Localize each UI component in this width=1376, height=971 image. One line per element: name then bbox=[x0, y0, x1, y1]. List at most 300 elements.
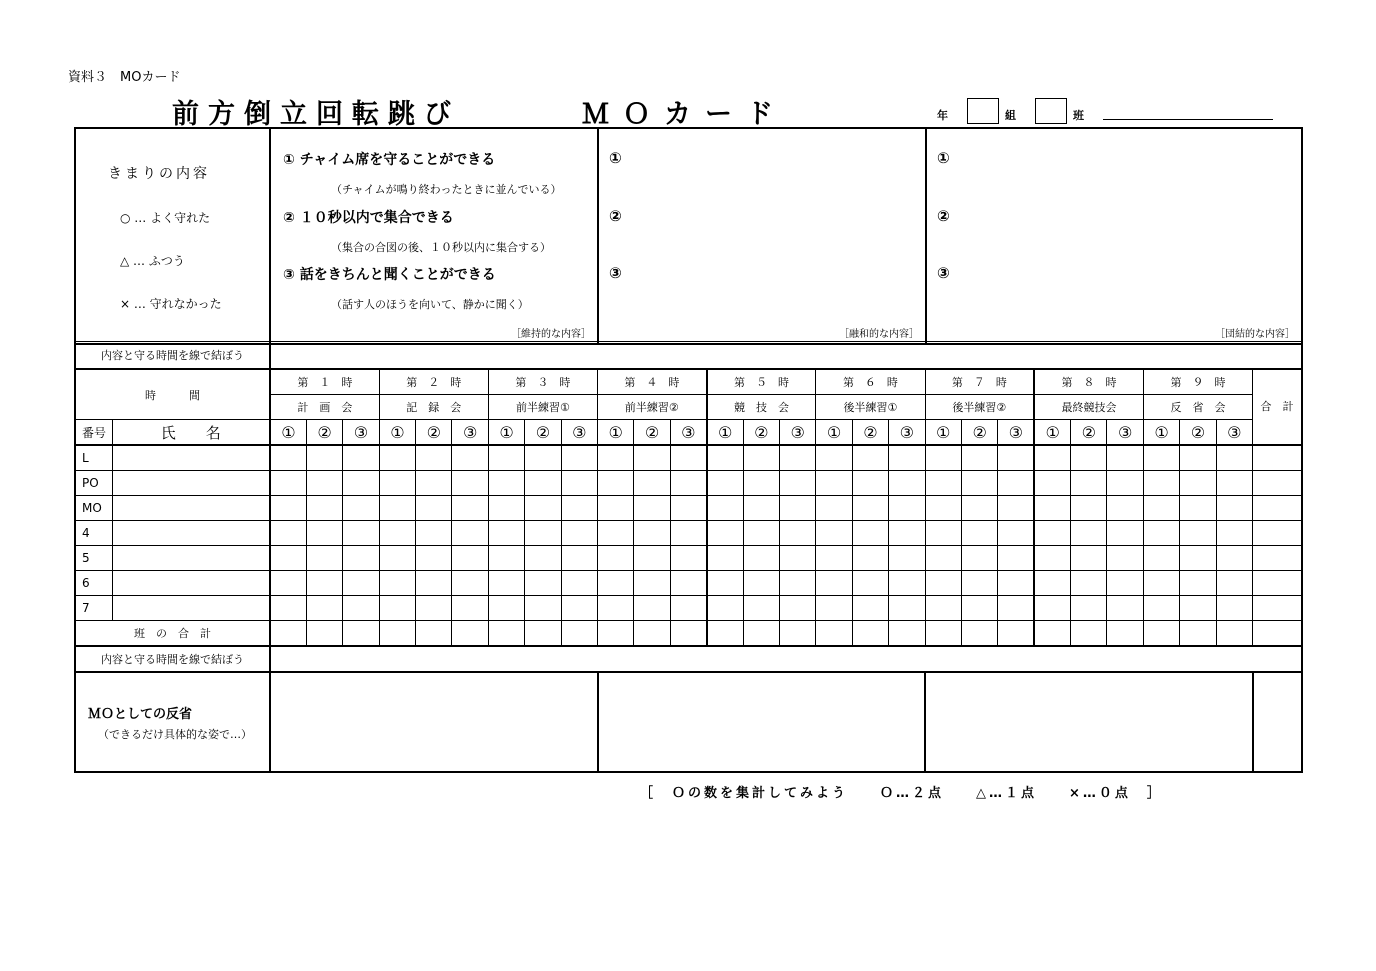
score-cell[interactable] bbox=[670, 496, 706, 521]
group-total-cell[interactable] bbox=[525, 621, 561, 647]
group-total-cell[interactable] bbox=[1071, 621, 1107, 647]
score-cell[interactable] bbox=[1107, 521, 1143, 546]
score-cell[interactable] bbox=[1071, 496, 1107, 521]
score-cell[interactable] bbox=[1071, 471, 1107, 496]
score-cell[interactable] bbox=[379, 571, 415, 596]
score-cell[interactable] bbox=[488, 471, 524, 496]
score-cell[interactable] bbox=[306, 571, 342, 596]
reflection-area-3[interactable] bbox=[925, 672, 1253, 772]
rules-maintain-cell bbox=[270, 128, 598, 344]
group-total-cell[interactable] bbox=[743, 621, 779, 647]
score-cell[interactable] bbox=[816, 471, 852, 496]
rule-1: ① チャイム席を守ることができる bbox=[283, 152, 496, 168]
score-cell[interactable] bbox=[1107, 445, 1143, 471]
group-total-cell[interactable] bbox=[998, 621, 1034, 647]
member-name-cell[interactable] bbox=[112, 546, 270, 571]
score-cell[interactable] bbox=[1034, 571, 1070, 596]
score-cell[interactable] bbox=[743, 596, 779, 621]
score-cell[interactable] bbox=[270, 546, 306, 571]
score-cell[interactable] bbox=[525, 471, 561, 496]
period-topic: 記 録 会 bbox=[379, 395, 488, 420]
score-cell[interactable] bbox=[1071, 596, 1107, 621]
score-cell[interactable] bbox=[961, 496, 997, 521]
score-cell[interactable] bbox=[998, 496, 1034, 521]
score-cell[interactable] bbox=[270, 521, 306, 546]
table-row bbox=[75, 496, 1302, 521]
legend-good: ○ … よく守れた bbox=[120, 211, 211, 225]
score-cell[interactable] bbox=[1143, 571, 1179, 596]
score-cell[interactable] bbox=[707, 445, 743, 471]
score-cell[interactable] bbox=[270, 471, 306, 496]
rules-harmony-cell[interactable] bbox=[598, 128, 926, 344]
score-cell[interactable] bbox=[707, 596, 743, 621]
score-cell[interactable] bbox=[1216, 445, 1252, 471]
table-row bbox=[75, 521, 1302, 546]
group-total-cell[interactable] bbox=[925, 621, 961, 647]
scoring-note: ［ Ｏの数を集計してみよう Ｏ…２点 △…１点 ×…０点 ］ bbox=[640, 786, 1163, 801]
score-cell[interactable] bbox=[1180, 521, 1216, 546]
member-name-cell[interactable] bbox=[112, 445, 270, 471]
score-cell[interactable] bbox=[925, 546, 961, 571]
score-cell[interactable] bbox=[1180, 571, 1216, 596]
row-total-cell[interactable] bbox=[1253, 521, 1302, 546]
score-cell[interactable] bbox=[779, 445, 815, 471]
score-cell[interactable] bbox=[561, 546, 597, 571]
score-cell[interactable] bbox=[670, 596, 706, 621]
score-cell[interactable] bbox=[961, 521, 997, 546]
score-cell[interactable] bbox=[1034, 445, 1070, 471]
score-cell[interactable] bbox=[998, 546, 1034, 571]
rule-3-header: ③ bbox=[670, 420, 706, 446]
rule-2-header: ② bbox=[525, 420, 561, 446]
score-cell[interactable] bbox=[306, 546, 342, 571]
score-cell[interactable] bbox=[707, 571, 743, 596]
member-name-cell[interactable] bbox=[112, 471, 270, 496]
score-cell[interactable] bbox=[598, 546, 634, 571]
score-cell[interactable] bbox=[452, 596, 488, 621]
score-cell[interactable] bbox=[488, 521, 524, 546]
rule-3-header: ③ bbox=[1107, 420, 1143, 446]
rules-table bbox=[74, 127, 1303, 345]
reflection-area-1[interactable] bbox=[270, 672, 598, 772]
score-cell[interactable] bbox=[1034, 546, 1070, 571]
period-number: 第 ２ 時 bbox=[379, 369, 488, 395]
row-total-cell[interactable] bbox=[1253, 546, 1302, 571]
group-total-cell[interactable] bbox=[670, 621, 706, 647]
group-total-cell[interactable] bbox=[379, 621, 415, 647]
group-total-cell[interactable] bbox=[416, 621, 452, 647]
score-cell[interactable] bbox=[452, 471, 488, 496]
score-cell[interactable] bbox=[852, 571, 888, 596]
score-cell[interactable] bbox=[670, 445, 706, 471]
member-name-cell[interactable] bbox=[112, 521, 270, 546]
score-cell[interactable] bbox=[525, 546, 561, 571]
rule-1-header: ① bbox=[379, 420, 415, 446]
class-label: 組 bbox=[1005, 109, 1016, 122]
score-cell[interactable] bbox=[598, 596, 634, 621]
score-cell[interactable] bbox=[889, 546, 925, 571]
score-cell[interactable] bbox=[743, 546, 779, 571]
rule-3-header: ③ bbox=[889, 420, 925, 446]
period-number: 第 ３ 時 bbox=[488, 369, 597, 395]
unity-slot-2: ② bbox=[937, 207, 950, 225]
category-maintain: ［維持的な内容］ bbox=[511, 329, 591, 340]
score-cell[interactable] bbox=[1107, 546, 1143, 571]
score-cell[interactable] bbox=[1143, 445, 1179, 471]
score-cell[interactable] bbox=[1216, 571, 1252, 596]
score-cell[interactable] bbox=[416, 546, 452, 571]
year-label: 年 bbox=[937, 109, 948, 122]
table-row bbox=[75, 471, 1302, 496]
group-total-cell[interactable] bbox=[1216, 621, 1252, 647]
score-cell[interactable] bbox=[343, 571, 379, 596]
score-cell[interactable] bbox=[270, 496, 306, 521]
score-cell[interactable] bbox=[779, 546, 815, 571]
score-cell[interactable] bbox=[525, 521, 561, 546]
period-number: 第 ８ 時 bbox=[1034, 369, 1143, 395]
member-name-cell[interactable] bbox=[112, 571, 270, 596]
score-cell[interactable] bbox=[525, 571, 561, 596]
score-cell[interactable] bbox=[816, 596, 852, 621]
score-cell[interactable] bbox=[961, 596, 997, 621]
rules-legend-cell bbox=[75, 128, 270, 344]
score-cell[interactable] bbox=[743, 471, 779, 496]
score-cell[interactable] bbox=[598, 471, 634, 496]
period-number: 第 １ 時 bbox=[270, 369, 379, 395]
score-cell[interactable] bbox=[488, 596, 524, 621]
score-cell[interactable] bbox=[1143, 521, 1179, 546]
harmony-slot-1: ① bbox=[609, 149, 622, 167]
score-cell[interactable] bbox=[670, 521, 706, 546]
member-name-cell[interactable] bbox=[112, 496, 270, 521]
reflection-area-total[interactable] bbox=[1253, 672, 1302, 772]
score-cell[interactable] bbox=[525, 496, 561, 521]
score-cell[interactable] bbox=[634, 521, 670, 546]
rule-1-header: ① bbox=[925, 420, 961, 446]
group-total-cell[interactable] bbox=[634, 621, 670, 647]
reflection-area-2[interactable] bbox=[598, 672, 926, 772]
group-total-cell[interactable] bbox=[1180, 621, 1216, 647]
score-cell[interactable] bbox=[561, 521, 597, 546]
rules-unity-cell[interactable] bbox=[926, 128, 1302, 344]
period-topic: 前半練習② bbox=[598, 395, 707, 420]
score-cell[interactable] bbox=[561, 571, 597, 596]
score-cell[interactable] bbox=[889, 521, 925, 546]
score-cell[interactable] bbox=[306, 471, 342, 496]
group-total-cell[interactable] bbox=[1034, 621, 1070, 647]
score-cell[interactable] bbox=[379, 496, 415, 521]
score-cell[interactable] bbox=[634, 546, 670, 571]
score-cell[interactable] bbox=[743, 445, 779, 471]
rule-3-header: ③ bbox=[452, 420, 488, 446]
score-cell[interactable] bbox=[1143, 546, 1179, 571]
score-cell[interactable] bbox=[852, 596, 888, 621]
score-cell[interactable] bbox=[561, 496, 597, 521]
score-cell[interactable] bbox=[598, 571, 634, 596]
period-number: 第 ６ 時 bbox=[816, 369, 925, 395]
score-cell[interactable] bbox=[488, 445, 524, 471]
time-label: 時 間 bbox=[75, 369, 270, 420]
score-cell[interactable] bbox=[343, 471, 379, 496]
member-number: 5 bbox=[75, 546, 112, 571]
group-total-cell[interactable] bbox=[961, 621, 997, 647]
score-cell[interactable] bbox=[1034, 521, 1070, 546]
link-row-bottom bbox=[75, 646, 1302, 672]
score-cell[interactable] bbox=[1216, 496, 1252, 521]
score-cell[interactable] bbox=[379, 445, 415, 471]
score-cell[interactable] bbox=[889, 596, 925, 621]
group-total-cell[interactable] bbox=[343, 621, 379, 647]
score-cell[interactable] bbox=[379, 471, 415, 496]
rule-2-header: ② bbox=[1180, 420, 1216, 446]
score-cell[interactable] bbox=[1180, 546, 1216, 571]
score-cell[interactable] bbox=[1071, 521, 1107, 546]
score-cell[interactable] bbox=[925, 521, 961, 546]
row-total-cell[interactable] bbox=[1253, 496, 1302, 521]
link-area[interactable] bbox=[270, 342, 1302, 370]
score-cell[interactable] bbox=[379, 596, 415, 621]
group-total-cell[interactable] bbox=[779, 621, 815, 647]
score-cell[interactable] bbox=[889, 471, 925, 496]
score-cell[interactable] bbox=[670, 471, 706, 496]
score-cell[interactable] bbox=[961, 471, 997, 496]
class-input-box[interactable] bbox=[1035, 98, 1067, 124]
score-cell[interactable] bbox=[852, 445, 888, 471]
score-cell[interactable] bbox=[1107, 571, 1143, 596]
score-cell[interactable] bbox=[634, 571, 670, 596]
score-cell[interactable] bbox=[416, 596, 452, 621]
group-total-cell[interactable] bbox=[598, 621, 634, 647]
row-total-cell[interactable] bbox=[1253, 571, 1302, 596]
rule-2-header: ② bbox=[1071, 420, 1107, 446]
group-total-cell[interactable] bbox=[452, 621, 488, 647]
score-cell[interactable] bbox=[998, 571, 1034, 596]
score-cell[interactable] bbox=[1143, 471, 1179, 496]
score-cell[interactable] bbox=[343, 496, 379, 521]
legend-bad: × … 守れなかった bbox=[120, 297, 222, 311]
rule-2-header: ② bbox=[306, 420, 342, 446]
score-cell[interactable] bbox=[670, 571, 706, 596]
score-cell[interactable] bbox=[743, 496, 779, 521]
score-cell[interactable] bbox=[1107, 596, 1143, 621]
harmony-slot-2: ② bbox=[609, 207, 622, 225]
link-area-bottom[interactable] bbox=[270, 646, 1302, 672]
score-cell[interactable] bbox=[779, 521, 815, 546]
score-cell[interactable] bbox=[379, 546, 415, 571]
score-cell[interactable] bbox=[1071, 546, 1107, 571]
score-cell[interactable] bbox=[816, 521, 852, 546]
period-topic: 後半練習① bbox=[816, 395, 925, 420]
score-cell[interactable] bbox=[707, 496, 743, 521]
table-row bbox=[75, 571, 1302, 596]
score-cell[interactable] bbox=[1143, 596, 1179, 621]
score-grid bbox=[74, 341, 1303, 773]
group-total-cell[interactable] bbox=[707, 621, 743, 647]
score-cell[interactable] bbox=[1216, 471, 1252, 496]
score-cell[interactable] bbox=[816, 496, 852, 521]
score-cell[interactable] bbox=[343, 546, 379, 571]
score-cell[interactable] bbox=[852, 546, 888, 571]
score-cell[interactable] bbox=[925, 445, 961, 471]
group-total-cell[interactable] bbox=[270, 621, 306, 647]
score-cell[interactable] bbox=[889, 445, 925, 471]
row-total-cell[interactable] bbox=[1253, 471, 1302, 496]
score-cell[interactable] bbox=[306, 496, 342, 521]
score-cell[interactable] bbox=[1180, 496, 1216, 521]
year-input-box[interactable] bbox=[967, 98, 999, 124]
score-cell[interactable] bbox=[707, 471, 743, 496]
score-cell[interactable] bbox=[416, 571, 452, 596]
group-total-cell[interactable] bbox=[1143, 621, 1179, 647]
score-cell[interactable] bbox=[270, 596, 306, 621]
score-cell[interactable] bbox=[634, 471, 670, 496]
score-cell[interactable] bbox=[306, 445, 342, 471]
score-cell[interactable] bbox=[343, 521, 379, 546]
unity-slot-1: ① bbox=[937, 149, 950, 167]
score-cell[interactable] bbox=[779, 571, 815, 596]
score-cell[interactable] bbox=[525, 445, 561, 471]
score-cell[interactable] bbox=[306, 596, 342, 621]
score-cell[interactable] bbox=[1034, 596, 1070, 621]
score-cell[interactable] bbox=[1143, 496, 1179, 521]
score-cell[interactable] bbox=[779, 496, 815, 521]
score-cell[interactable] bbox=[1034, 496, 1070, 521]
score-cell[interactable] bbox=[561, 596, 597, 621]
unity-slot-3: ③ bbox=[937, 264, 950, 282]
score-cell[interactable] bbox=[270, 571, 306, 596]
score-cell[interactable] bbox=[852, 496, 888, 521]
score-cell[interactable] bbox=[1180, 596, 1216, 621]
score-cell[interactable] bbox=[306, 521, 342, 546]
rule-1-header: ① bbox=[1143, 420, 1179, 446]
score-cell[interactable] bbox=[998, 596, 1034, 621]
score-cell[interactable] bbox=[1216, 546, 1252, 571]
group-total-cell[interactable] bbox=[1107, 621, 1143, 647]
score-cell[interactable] bbox=[634, 445, 670, 471]
rule-2-header: ② bbox=[852, 420, 888, 446]
score-cell[interactable] bbox=[452, 496, 488, 521]
score-cell[interactable] bbox=[998, 445, 1034, 471]
score-cell[interactable] bbox=[634, 596, 670, 621]
rule-3: ③ 話をきちんと聞くことができる bbox=[283, 267, 496, 283]
score-cell[interactable] bbox=[343, 445, 379, 471]
score-cell[interactable] bbox=[670, 546, 706, 571]
score-cell[interactable] bbox=[452, 445, 488, 471]
score-cell[interactable] bbox=[707, 546, 743, 571]
score-cell[interactable] bbox=[1034, 471, 1070, 496]
period-number: 第 ４ 時 bbox=[598, 369, 707, 395]
legend-normal: △ … ふつう bbox=[120, 254, 185, 268]
score-cell[interactable] bbox=[998, 521, 1034, 546]
group-name-line[interactable] bbox=[1103, 119, 1273, 120]
score-cell[interactable] bbox=[1180, 471, 1216, 496]
group-total-cell[interactable] bbox=[306, 621, 342, 647]
score-cell[interactable] bbox=[925, 471, 961, 496]
rule-1-header: ① bbox=[598, 420, 634, 446]
score-cell[interactable] bbox=[816, 546, 852, 571]
score-cell[interactable] bbox=[925, 496, 961, 521]
document-label: 資料３ MOカード bbox=[68, 70, 181, 85]
score-cell[interactable] bbox=[889, 496, 925, 521]
score-cell[interactable] bbox=[743, 521, 779, 546]
group-total-cell[interactable] bbox=[852, 621, 888, 647]
rule-1-header: ① bbox=[816, 420, 852, 446]
row-total-cell[interactable] bbox=[1253, 445, 1302, 471]
score-cell[interactable] bbox=[816, 571, 852, 596]
grand-total-cell[interactable] bbox=[1253, 621, 1302, 647]
group-total-cell[interactable] bbox=[889, 621, 925, 647]
score-cell[interactable] bbox=[852, 521, 888, 546]
group-label: 班 bbox=[1073, 109, 1084, 122]
score-cell[interactable] bbox=[561, 471, 597, 496]
member-number: L bbox=[75, 445, 112, 471]
score-cell[interactable] bbox=[488, 546, 524, 571]
score-cell[interactable] bbox=[452, 521, 488, 546]
group-total-cell[interactable] bbox=[816, 621, 852, 647]
score-cell[interactable] bbox=[889, 571, 925, 596]
group-total-cell[interactable] bbox=[561, 621, 597, 647]
score-cell[interactable] bbox=[925, 571, 961, 596]
score-cell[interactable] bbox=[416, 471, 452, 496]
score-cell[interactable] bbox=[743, 571, 779, 596]
group-total-cell[interactable] bbox=[488, 621, 524, 647]
score-cell[interactable] bbox=[961, 445, 997, 471]
score-cell[interactable] bbox=[707, 521, 743, 546]
group-total-row bbox=[75, 621, 1302, 647]
score-cell[interactable] bbox=[416, 445, 452, 471]
score-cell[interactable] bbox=[1071, 571, 1107, 596]
score-cell[interactable] bbox=[779, 596, 815, 621]
score-cell[interactable] bbox=[598, 445, 634, 471]
score-cell[interactable] bbox=[561, 445, 597, 471]
score-cell[interactable] bbox=[343, 596, 379, 621]
score-cell[interactable] bbox=[488, 571, 524, 596]
score-cell[interactable] bbox=[452, 546, 488, 571]
score-cell[interactable] bbox=[488, 496, 524, 521]
score-cell[interactable] bbox=[452, 571, 488, 596]
score-cell[interactable] bbox=[998, 471, 1034, 496]
rule-1-header: ① bbox=[270, 420, 306, 446]
score-cell[interactable] bbox=[1216, 521, 1252, 546]
score-cell[interactable] bbox=[925, 596, 961, 621]
score-cell[interactable] bbox=[852, 471, 888, 496]
score-cell[interactable] bbox=[961, 571, 997, 596]
score-cell[interactable] bbox=[598, 521, 634, 546]
score-cell[interactable] bbox=[1071, 445, 1107, 471]
score-cell[interactable] bbox=[961, 546, 997, 571]
rule-1-detail: （チャイムが鳴り終わったときに並んでいる） bbox=[331, 183, 562, 196]
period-topic: 最終競技会 bbox=[1034, 395, 1143, 420]
rule-3-detail: （話す人のほうを向いて、静かに聞く） bbox=[331, 298, 529, 311]
score-cell[interactable] bbox=[525, 596, 561, 621]
score-cell[interactable] bbox=[816, 445, 852, 471]
score-cell[interactable] bbox=[1216, 596, 1252, 621]
score-cell[interactable] bbox=[634, 496, 670, 521]
row-total-cell[interactable] bbox=[1253, 596, 1302, 621]
score-cell[interactable] bbox=[1107, 471, 1143, 496]
score-cell[interactable] bbox=[779, 471, 815, 496]
link-row bbox=[75, 342, 1302, 370]
period-number: 第 ７ 時 bbox=[925, 369, 1034, 395]
score-cell[interactable] bbox=[379, 521, 415, 546]
score-cell[interactable] bbox=[416, 521, 452, 546]
score-cell[interactable] bbox=[598, 496, 634, 521]
score-cell[interactable] bbox=[416, 496, 452, 521]
score-cell[interactable] bbox=[270, 445, 306, 471]
score-cell[interactable] bbox=[1107, 496, 1143, 521]
score-cell[interactable] bbox=[1180, 445, 1216, 471]
member-name-cell[interactable] bbox=[112, 596, 270, 621]
